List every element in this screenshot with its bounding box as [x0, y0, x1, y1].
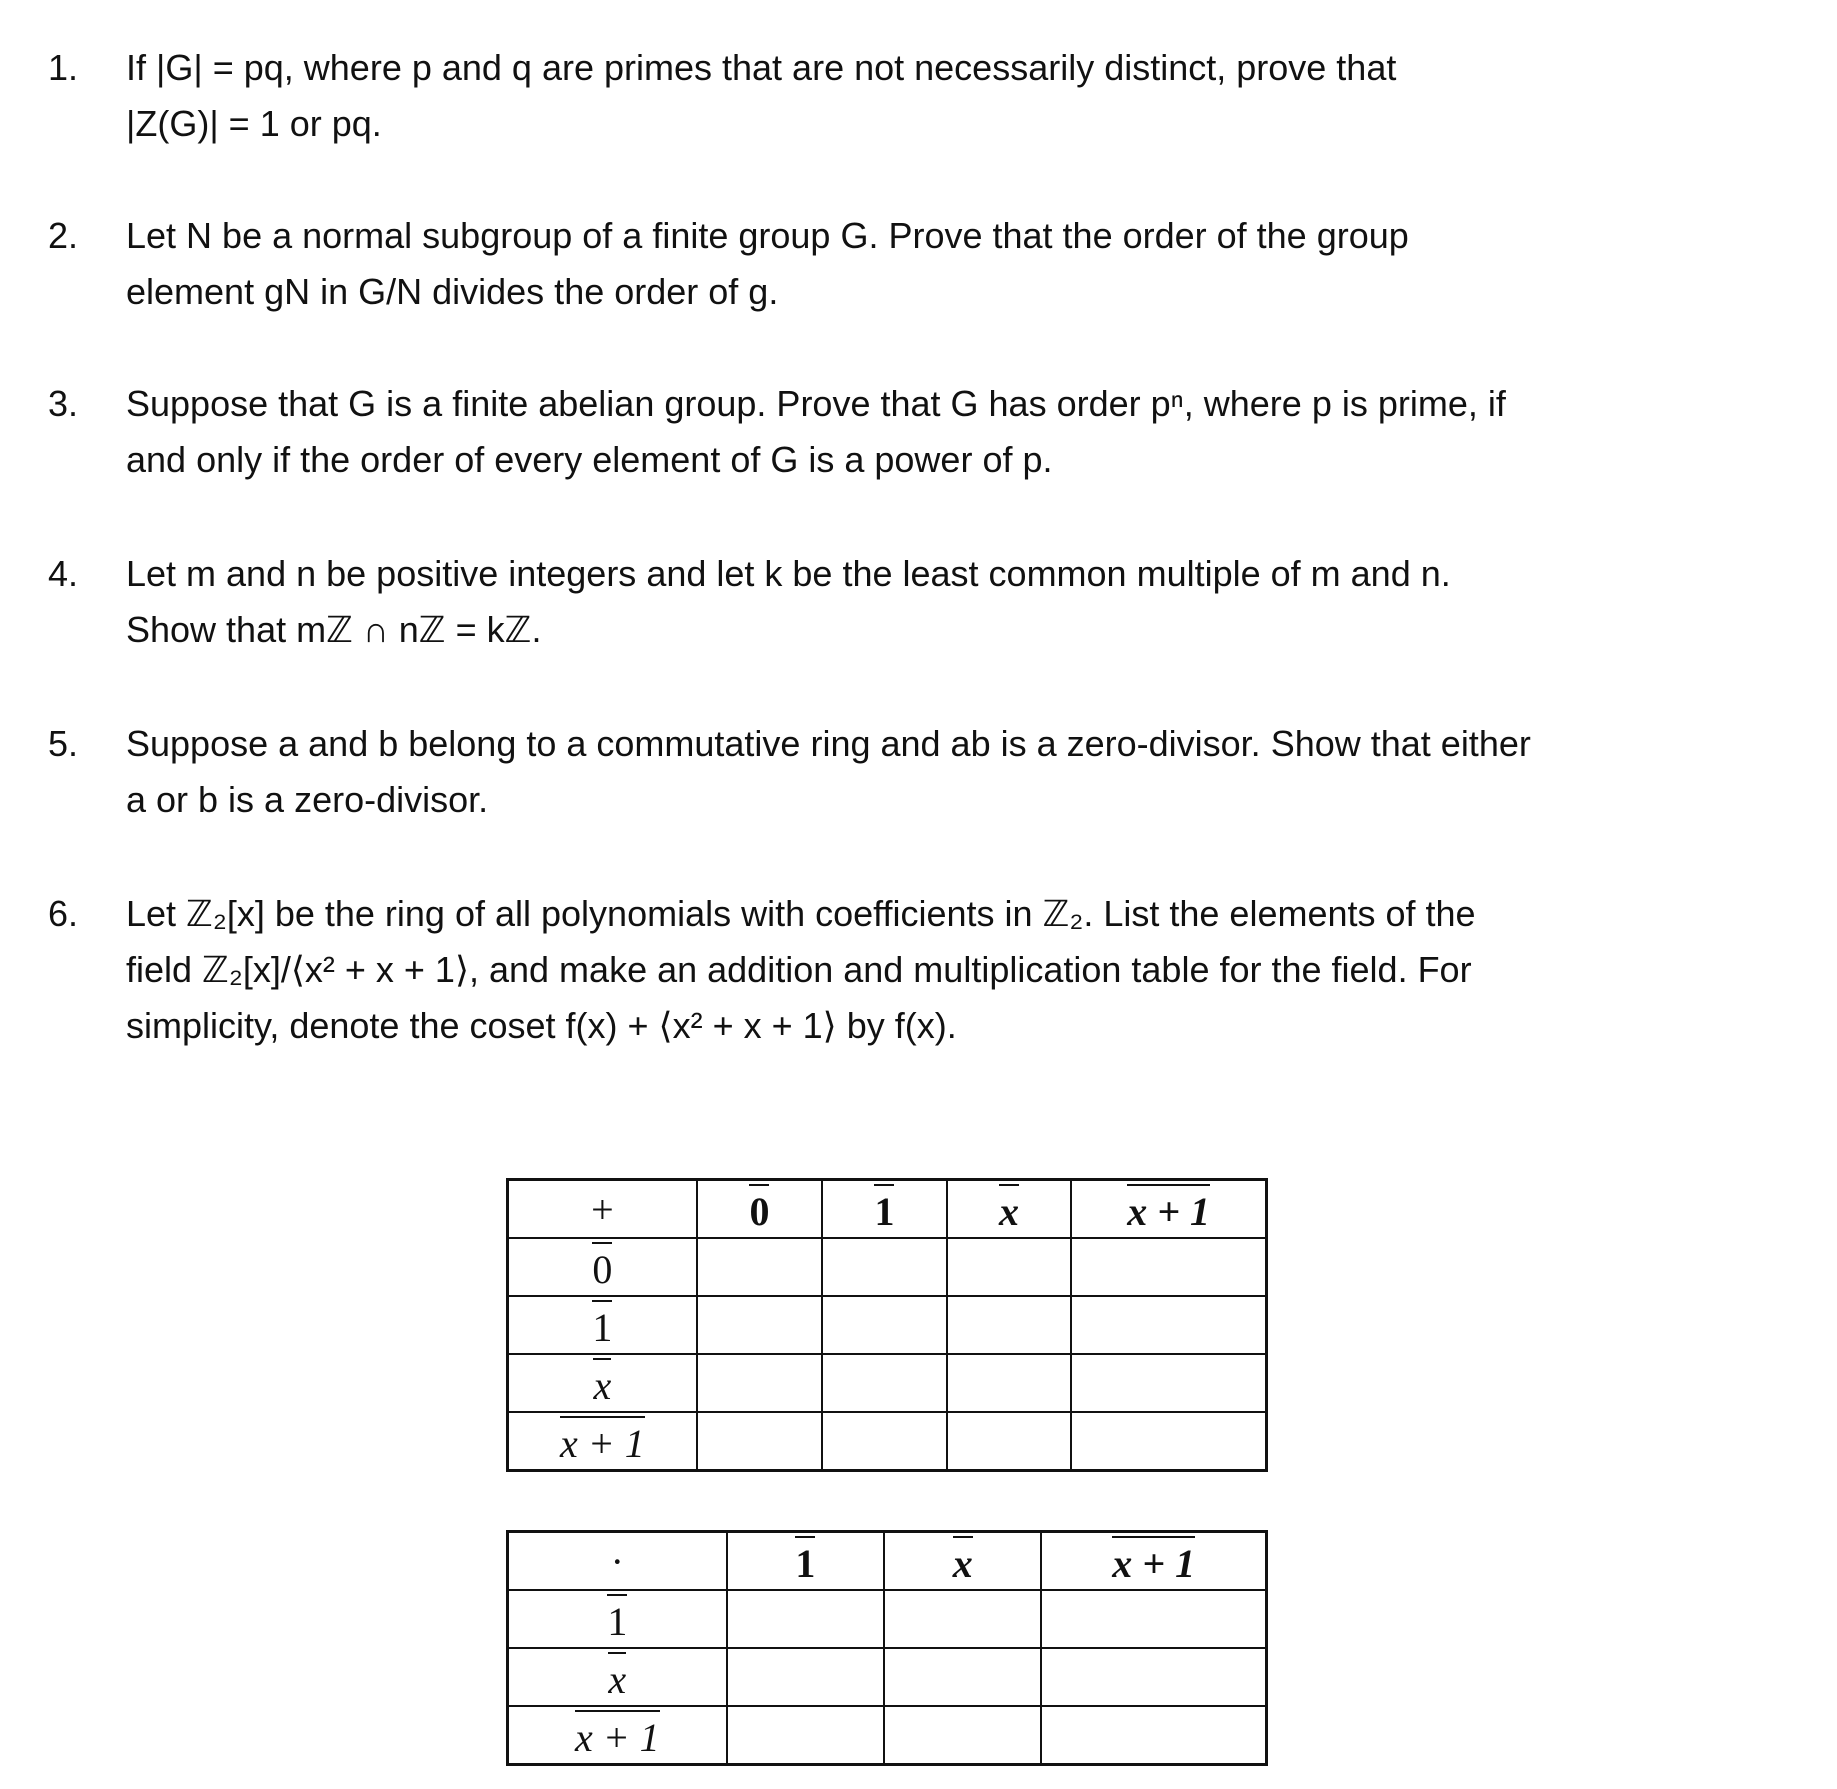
table-cell[interactable]: [697, 1412, 823, 1471]
column-header-label: 1: [874, 1184, 894, 1235]
row-header-label: 1: [607, 1594, 627, 1645]
table-cell[interactable]: [1071, 1296, 1266, 1354]
table-cell[interactable]: [697, 1238, 823, 1296]
multiplication-table: [506, 1530, 1268, 1766]
addition-table: [506, 1178, 1268, 1472]
problem-number: 1.: [48, 47, 79, 88]
table-cell[interactable]: [697, 1296, 823, 1354]
table-cell[interactable]: [1041, 1590, 1266, 1648]
column-header-label: 1: [795, 1536, 815, 1587]
problem-line: Let m and n be positive integers and let k be the least common multiple of m and n.: [126, 553, 1451, 594]
problem-line: element gN in G/N divides the order of g.: [126, 271, 779, 312]
table-cell[interactable]: [947, 1238, 1072, 1296]
table-row: [508, 1590, 1267, 1648]
problem-line: Suppose that G is a finite abelian group. Prove that G has order pⁿ, where p is prime, if: [126, 383, 1506, 424]
problem-line: Let ℤ₂[x] be the ring of all polynomials with coefficients in ℤ₂. List the elements of the: [126, 893, 1476, 934]
problem-line: |Z(G)| = 1 or pq.: [126, 103, 382, 144]
column-header: [947, 1180, 1072, 1239]
table-cell[interactable]: [727, 1706, 884, 1765]
table-row: [508, 1238, 1267, 1296]
row-header-label: x: [608, 1652, 626, 1703]
table-cell[interactable]: [884, 1648, 1041, 1706]
table-cell[interactable]: [822, 1412, 947, 1471]
table-cell[interactable]: [947, 1354, 1072, 1412]
table-cell[interactable]: [727, 1590, 884, 1648]
row-header: [508, 1296, 697, 1354]
row-header-label: 1: [592, 1300, 612, 1351]
problem-number: 3.: [48, 383, 79, 424]
table-cell[interactable]: [884, 1590, 1041, 1648]
column-header: [1041, 1532, 1266, 1591]
problem-text: [126, 208, 1826, 320]
column-header-label: x + 1: [1112, 1536, 1195, 1587]
table-cell[interactable]: [1071, 1412, 1266, 1471]
row-header: [508, 1238, 697, 1296]
table-row: [508, 1412, 1267, 1471]
problem-text: [126, 886, 1826, 1054]
row-header-label: 0: [592, 1242, 612, 1293]
problem-line: Show that mℤ ∩ nℤ = kℤ.: [126, 609, 542, 650]
operator-cell: ·: [508, 1532, 727, 1591]
column-header-label: x: [953, 1536, 973, 1587]
table-cell[interactable]: [1071, 1354, 1266, 1412]
problem-number: 5.: [48, 723, 79, 764]
table-cell[interactable]: [697, 1354, 823, 1412]
problem-number: 2.: [48, 215, 79, 256]
column-header: [822, 1180, 947, 1239]
problem-line: Suppose a and b belong to a commutative ring and ab is a zero-divisor. Show that either: [126, 723, 1531, 764]
table-cell[interactable]: [822, 1354, 947, 1412]
row-header: [508, 1412, 697, 1471]
row-header-label: x + 1: [575, 1710, 660, 1761]
problem-line: simplicity, denote the coset f(x) + ⟨x² + x + 1⟩ by f(x).: [126, 1005, 957, 1046]
table-cell[interactable]: [947, 1296, 1072, 1354]
problem-line: a or b is a zero-divisor.: [126, 779, 489, 820]
table-cell[interactable]: [1041, 1648, 1266, 1706]
table-cell[interactable]: [1071, 1238, 1266, 1296]
column-header: [697, 1180, 823, 1239]
row-header-label: x: [593, 1358, 611, 1409]
problem-line: If |G| = pq, where p and q are primes that are not necessarily distinct, prove that: [126, 47, 1397, 88]
table-header-row: [508, 1180, 1267, 1239]
row-header: [508, 1590, 727, 1648]
problem-line: Let N be a normal subgroup of a finite group G. Prove that the order of the group: [126, 215, 1409, 256]
table-cell[interactable]: [1041, 1706, 1266, 1765]
column-header: [727, 1532, 884, 1591]
row-header-label: x + 1: [560, 1416, 645, 1467]
row-header: [508, 1648, 727, 1706]
table-cell[interactable]: [822, 1296, 947, 1354]
table-cell[interactable]: [822, 1238, 947, 1296]
problem-text: [126, 376, 1826, 488]
problem-text: [126, 716, 1826, 828]
column-header: [1071, 1180, 1266, 1239]
problem-text: [126, 546, 1826, 658]
column-header-label: x: [999, 1184, 1019, 1235]
table-row: [508, 1706, 1267, 1765]
operator-cell: +: [508, 1180, 697, 1239]
column-header-label: 0: [749, 1184, 769, 1235]
problem-text: [126, 40, 1826, 152]
row-header: [508, 1354, 697, 1412]
column-header: [884, 1532, 1041, 1591]
table-row: [508, 1296, 1267, 1354]
problem-line: and only if the order of every element of G is a power of p.: [126, 439, 1053, 480]
problem-number: 6.: [48, 893, 79, 934]
problem-line: field ℤ₂[x]/⟨x² + x + 1⟩, and make an addition and multiplication table for the field. For: [126, 949, 1472, 990]
row-header: [508, 1706, 727, 1765]
column-header-label: x + 1: [1127, 1184, 1210, 1235]
table-cell[interactable]: [884, 1706, 1041, 1765]
table-cell[interactable]: [947, 1412, 1072, 1471]
table-header-row: [508, 1532, 1267, 1591]
problem-number: 4.: [48, 553, 79, 594]
table-row: [508, 1648, 1267, 1706]
table-row: [508, 1354, 1267, 1412]
table-cell[interactable]: [727, 1648, 884, 1706]
